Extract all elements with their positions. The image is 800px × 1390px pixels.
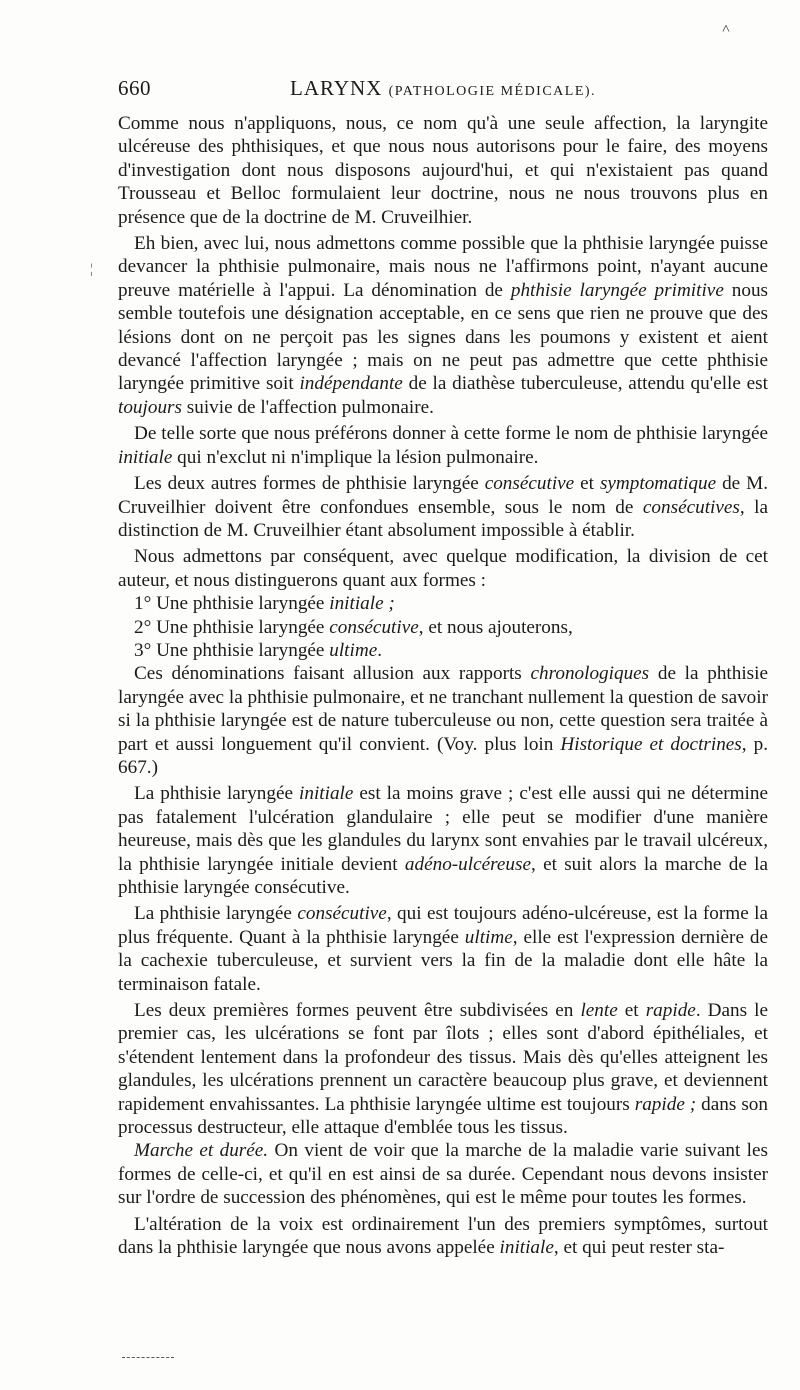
running-title	[290, 76, 596, 101]
paragraph: La phthisie laryngée consécutive, qui est toujours adéno-ulcéreuse, est la forme la plus fréquente. Quant à la phthisie laryngée ultime, elle est l'expression dernière de la cachexie tuberculeuse, et survient vers la fin de la maladie dont elle hâte la terminaison fatale.	[118, 903, 769, 995]
running-title-subtitle: (PATHOLOGIE MÉDICALE).	[388, 84, 597, 99]
page-number: 660	[118, 76, 151, 100]
paragraph: La phthisie laryngée initiale est la moins grave ; c'est elle aussi qui ne détermine pas fatalement l'ulcération glandulaire ; elle peut se modifier d'une manière heureuse, mais dès que les glandules du larynx sont envahies par le travail ulcéreux, la phthisie laryngée initiale devient adéno-ulcéreuse, et suit alors la marche de la phthisie laryngée consécutive.	[118, 783, 769, 898]
paragraph: Les deux premières formes peuvent être subdivisées en lente et rapide. Dans le premier cas, les ulcérations se font par îlots ; elles sont d'abord épithéliales, et s'étendent lentement dans la profondeur des tissus. Mais dès qu'elles atteignent les glandules, les ulcérations prennent un caractère beaucoup plus grave, et deviennent rapidement envahissantes. La phthisie laryngée ultime est toujours rapide ; dans son processus destructeur, elle attaque d'emblée tous les tissus.	[118, 1000, 768, 1139]
paragraph: De telle sorte que nous préférons donner à cette forme le nom de phthisie laryngée initiale qui n'exclut ni n'implique la lésion pulmonaire.	[118, 423, 768, 468]
list-item: 3° Une phthisie laryngée ultime.	[134, 639, 383, 661]
paragraph: L'altération de la voix est ordinairement l'un des premiers symptômes, surtout dans la phthisie laryngée que nous avons appelée initiale, et qui peut rester sta-	[118, 1213, 768, 1259]
paragraph: Comme nous n'appliquons, nous, ce nom qu'à une seule affection, la laryngite ulcéreuse des phthisiques, et que nous nous autorisons pour le faire, des moyens d'investigation dont nous disposons aujourd'hui, et qui n'existaient pas quand Trousseau et Belloc formulaient leur doctrine, nous ne nous trouvons plus en présence que de la doctrine de M. Cruveilhier.	[118, 113, 768, 228]
paragraph: Les deux autres formes de phthisie laryngée consécutive et symptomatique de M. Cruveilhier doivent être confondues ensemble, sous le nom de consécutives, la distinction de M. Cruveilhier étant absolument impossible à établir.	[118, 473, 769, 541]
margin-mark: ¦	[90, 262, 93, 277]
list-item: 2° Une phthisie laryngée consécutive, et nous ajouterons,	[134, 616, 573, 638]
running-title-main: LARYNX	[290, 76, 383, 100]
paragraph: Eh bien, avec lui, nous admettons comme possible que la phthisie laryngée puisse devancer la phthisie pulmonaire, mais nous ne l'affirmons point, n'ayant aucune preuve matérielle à l'appui. La dénomination de phthisie laryngée primitive nous semble toutefois une désignation acceptable, en ce sens que rien ne prouve que des lésions dont on ne perçoit pas les signes dans les poumons y existent et aient devancé l'affection laryngée ; mais on ne peut pas admettre que cette phthisie laryngée primitive soit indépendante de la diathèse tuberculeuse, attendu qu'elle est toujours suivie de l'affection pulmonaire.	[118, 233, 768, 418]
running-header	[118, 76, 768, 106]
footer-rule	[122, 1357, 174, 1358]
paragraph: Nous admettons par conséquent, avec quelque modification, la division de cet auteur, et nous distinguerons quant aux formes :	[118, 546, 768, 591]
paragraph: Ces dénominations faisant allusion aux rapports chronologiques de la phthisie laryngée avec la phthisie pulmonaire, et ne tranchant nullement la question de savoir si la phthisie laryngée est de nature tuberculeuse ou non, cette question sera traitée à part et aussi longuement qu'il convient. (Voy. plus loin Historique et doctrines, p. 667.)	[118, 663, 768, 778]
list-item: 1° Une phthisie laryngée initiale ;	[134, 593, 395, 615]
body-text	[118, 112, 768, 1260]
corner-mark: ˄	[722, 22, 730, 37]
section-heading: Marche et durée.	[134, 1140, 269, 1162]
paragraph-section-heading: Marche et durée. On vient de voir que la marche de la maladie varie suivant les formes de celle-ci, et qu'il en est ainsi de sa durée. Cependant nous devons insister sur l'ordre de succession des phénomènes, qui est le même pour toutes les formes.	[118, 1140, 768, 1209]
